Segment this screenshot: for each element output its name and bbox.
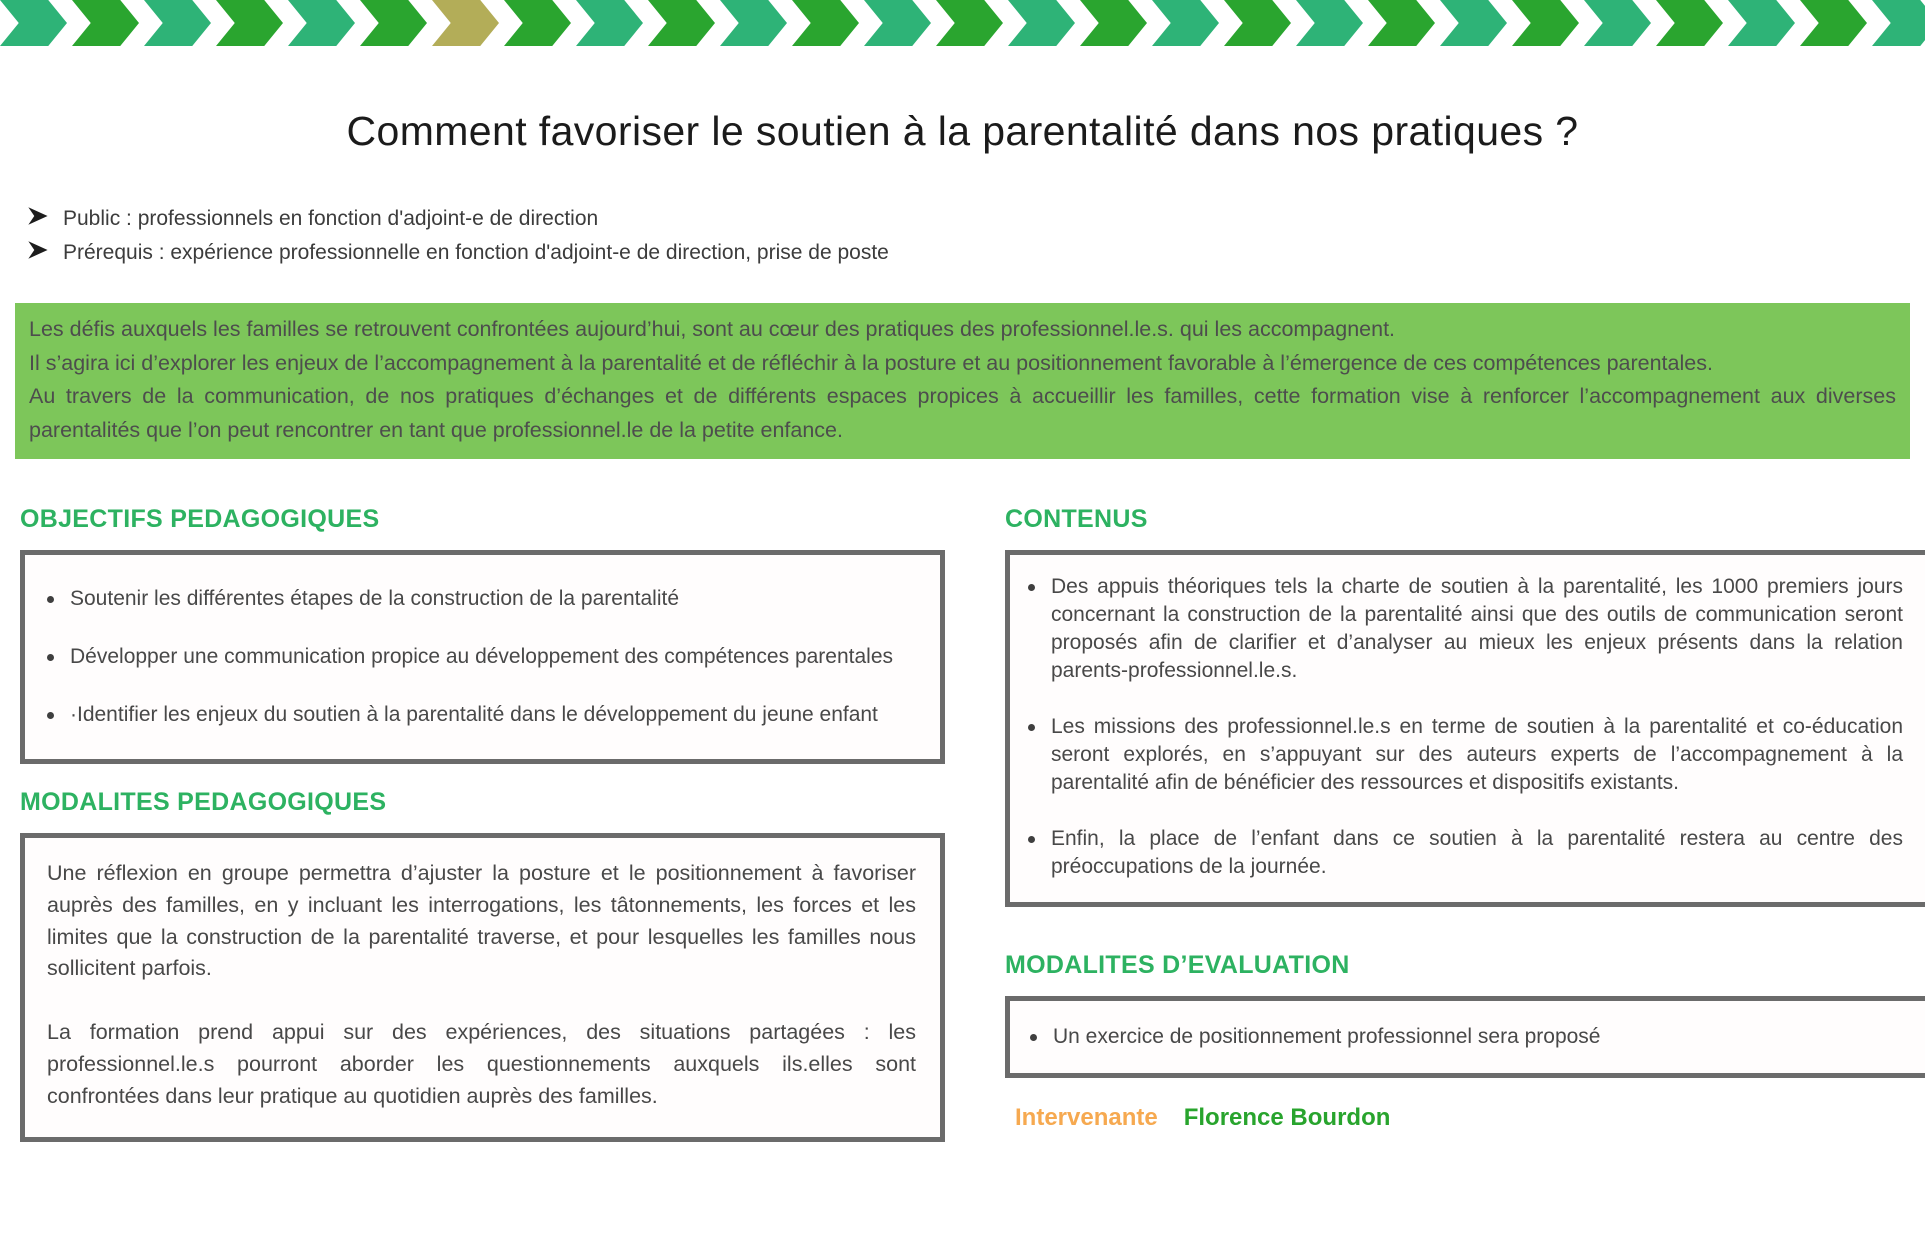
objectifs-bullet-list bbox=[47, 585, 914, 729]
chevron-icon bbox=[0, 0, 67, 46]
chevron-icon bbox=[504, 0, 571, 46]
modalites-pedagogiques-heading: MODALITES PEDAGOGIQUES bbox=[20, 787, 387, 816]
bullet-text: Soutenir les différentes étapes de la construction de la parentalité bbox=[70, 587, 679, 611]
chevron-icon bbox=[1440, 0, 1507, 46]
chevron-icon bbox=[1368, 0, 1435, 46]
chevron-banner bbox=[0, 0, 1925, 46]
chevron-icon bbox=[1584, 0, 1651, 46]
bullet-icon bbox=[47, 712, 54, 719]
chevron-icon bbox=[936, 0, 1003, 46]
chevron-icon bbox=[432, 0, 499, 46]
chevron-icon bbox=[1008, 0, 1075, 46]
modalites-pedagogiques-box bbox=[20, 833, 945, 1142]
audience-item-public bbox=[26, 205, 1925, 233]
list-item bbox=[1028, 713, 1903, 797]
intervenante-label: Intervenante bbox=[1015, 1104, 1158, 1132]
page-title: Comment favoriser le soutien à la parentalité dans nos pratiques ? bbox=[346, 108, 1579, 154]
objectifs-heading: OBJECTIFS PEDAGOGIQUES bbox=[20, 505, 380, 534]
chevron-icon bbox=[144, 0, 211, 46]
contenus-bullet-list bbox=[1028, 573, 1903, 880]
bullet-text: Un exercice de positionnement professionnel sera proposé bbox=[1053, 1025, 1601, 1049]
chevron-icon bbox=[864, 0, 931, 46]
chevron-icon bbox=[1152, 0, 1219, 46]
chevron-icon bbox=[1080, 0, 1147, 46]
intro-paragraph: Les défis auxquels les familles se retrouvent confrontées aujourd’hui, sont au cœur des pratiques des professionnel.le.s. qui les accompagnent. bbox=[29, 317, 1396, 341]
contenus-box bbox=[1005, 550, 1925, 907]
bullet-icon bbox=[1028, 584, 1035, 591]
modalites-evaluation-box bbox=[1005, 996, 1925, 1078]
list-item bbox=[1028, 825, 1903, 881]
bullet-text: Les missions des professionnel.le.s en terme de soutien à la parentalité et co-éducation seront explorés, en s’appuyant sur des auteurs experts de l’accompagnement à la parentalité afin de bénéficier des ressources et dispositifs existants. bbox=[1051, 714, 1903, 794]
right-column bbox=[1005, 481, 1925, 1141]
list-item bbox=[47, 643, 914, 671]
bullet-text: Enfin, la place de l’enfant dans ce soutien à la parentalité restera au centre des préoccupations de la journée. bbox=[1051, 826, 1903, 878]
bullet-icon bbox=[47, 654, 54, 661]
chevron-icon bbox=[1728, 0, 1795, 46]
chevron-icon bbox=[360, 0, 427, 46]
chevron-icon bbox=[72, 0, 139, 46]
contenus-heading: CONTENUS bbox=[1005, 505, 1148, 534]
intervenante-name: Florence Bourdon bbox=[1183, 1104, 1391, 1132]
list-item bbox=[47, 701, 914, 729]
bullet-icon bbox=[1028, 724, 1035, 731]
intro-block bbox=[15, 303, 1910, 459]
bullet-icon bbox=[1030, 1034, 1037, 1041]
evaluation-bullet-list bbox=[1030, 1023, 1905, 1051]
chevron-icon bbox=[216, 0, 283, 46]
chevron-icon bbox=[792, 0, 859, 46]
modalites-evaluation-heading: MODALITES D’EVALUATION bbox=[1005, 951, 1350, 980]
content-columns bbox=[0, 481, 1925, 1141]
chevron-icon bbox=[1296, 0, 1363, 46]
chevron-icon bbox=[720, 0, 787, 46]
audience-item-prerequis bbox=[26, 239, 1925, 267]
bullet-text: Développer une communication propice au développement des compétences parentales bbox=[70, 645, 894, 669]
modalites-paragraph: La formation prend appui sur des expériences, des situations partagées : les professionnel.le.s pourront aborder les questionnements auxquels ils.elles sont confrontées dans leur pratique au quotidien auprès des familles. bbox=[47, 1020, 916, 1108]
intervenante-row bbox=[1005, 1104, 1925, 1132]
arrow-icon bbox=[26, 205, 49, 233]
chevron-icon bbox=[1656, 0, 1723, 46]
bullet-text: Des appuis théoriques tels la charte de soutien à la parentalité, les 1000 premiers jours concernant la construction de la parentalité ainsi que des outils de communication seront proposés afin de clarifier et d’analyser au mieux les enjeux présents dans la relation parents-professionnel.le.s. bbox=[1051, 575, 1903, 682]
objectifs-box bbox=[20, 550, 945, 764]
arrow-icon bbox=[26, 239, 49, 267]
audience-item-label: Public : professionnels en fonction d'adjoint-e de direction bbox=[63, 207, 599, 230]
list-item bbox=[47, 585, 914, 613]
intro-paragraph: Au travers de la communication, de nos pratiques d’échanges et de différents espaces propices à accueillir les familles, cette formation vise à renforcer l’accompagnement aux diverses parentalités que l’on peut rencontrer en tant que professionnel.le de la petite enfance. bbox=[29, 384, 1896, 442]
chevron-icon bbox=[1872, 0, 1925, 46]
chevron-icon bbox=[576, 0, 643, 46]
chevron-icon bbox=[288, 0, 355, 46]
audience-item-label: Prérequis : expérience professionnelle en fonction d'adjoint-e de direction, prise de poste bbox=[63, 241, 889, 264]
left-column bbox=[20, 481, 945, 1141]
bullet-icon bbox=[1028, 836, 1035, 843]
list-item bbox=[1028, 573, 1903, 685]
modalites-paragraph: Une réflexion en groupe permettra d’ajuster la posture et le positionnement à favoriser auprès des familles, en y incluant les interrogations, les tâtonnements, les forces et les limites que la construction de la parentalité traverse, et pour lesquelles les familles nous sollicitent parfois. bbox=[47, 860, 916, 981]
bullet-icon bbox=[47, 596, 54, 603]
audience-list bbox=[26, 205, 1925, 267]
intro-paragraph: Il s’agira ici d’explorer les enjeux de l’accompagnement à la parentalité et de réfléchir à la posture et au positionnement favorable à l’émergence de ces compétences parentales. bbox=[29, 350, 1713, 375]
chevron-icon bbox=[1224, 0, 1291, 46]
bullet-text: ·Identifier les enjeux du soutien à la parentalité dans le développement du jeune enfant bbox=[70, 702, 878, 726]
chevron-icon bbox=[1800, 0, 1867, 46]
chevron-icon bbox=[1512, 0, 1579, 46]
chevron-icon bbox=[648, 0, 715, 46]
list-item bbox=[1030, 1023, 1905, 1051]
